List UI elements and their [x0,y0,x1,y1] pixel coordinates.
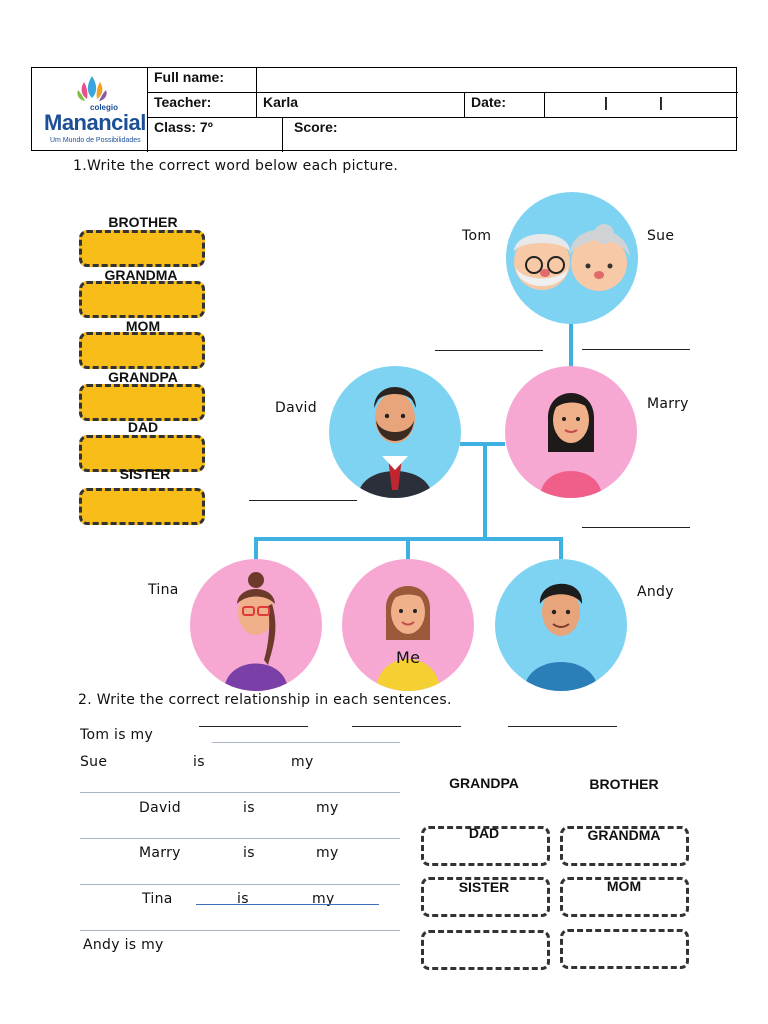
answer-blank-david[interactable] [249,500,357,501]
sentence-answer-line[interactable] [212,742,400,743]
sentence-answer-line[interactable] [80,884,400,885]
sentence-4-verb: is [243,845,255,861]
date-separator: | [659,94,663,110]
sentence-5-subject: Tina [142,891,173,907]
person-name-me: Me [396,648,421,667]
person-name-sue: Sue [647,228,675,244]
me-avatar [342,559,474,692]
sentence-answer-line[interactable] [80,930,400,931]
word-box [560,929,689,969]
word-label: MOM [125,318,161,334]
sentence-answer-line[interactable] [80,792,400,793]
word-label: BROTHER [589,776,659,792]
full-name-label: Full name: [154,69,225,85]
sentence-5-my: my [312,891,335,907]
sentence-4-subject: Marry [139,845,181,861]
sentence-3-verb: is [243,800,255,816]
sentence-3-subject: David [139,800,181,816]
teacher-label: Teacher: [154,94,212,110]
score-label: Score: [294,119,338,135]
word-label: GRANDMA [587,827,661,843]
word-label: GRANDPA [108,369,178,385]
word-label: DAD [468,825,500,841]
word-label: SISTER [458,879,510,895]
sentence-answer-line[interactable] [80,838,400,839]
logo-tagline: Um Mundo de Possibilidades [50,137,141,144]
word-label: DAD [127,419,159,435]
word-label: GRANDPA [449,775,519,791]
answer-blank-andy[interactable] [508,726,617,727]
sentence-4-my: my [316,845,339,861]
answer-blank-sue[interactable] [582,349,690,350]
person-name-tina: Tina [148,582,179,598]
sentence-2-subject: Sue [80,754,108,770]
grandparents-avatar [506,192,638,324]
answer-blank-tina[interactable] [199,726,308,727]
word-box [421,930,550,970]
sentence-3-my: my [316,800,339,816]
tina-avatar [190,559,322,692]
exercise1-instruction: 1.Write the correct word below each picture. [73,158,399,174]
date-label: Date: [471,94,507,110]
person-name-tom: Tom [462,228,492,244]
sentence-2-verb: is [193,754,205,770]
person-name-david: David [275,400,317,416]
sentence-2-my: my [291,754,314,770]
word-label: SISTER [119,466,171,482]
marry-avatar [505,366,637,498]
sentence-answer-line[interactable] [196,904,379,905]
class-label: Class: 7º [154,119,213,135]
andy-avatar [495,559,627,692]
word-label: MOM [606,878,642,894]
sentence-1: Tom is my [80,727,154,743]
person-name-andy: Andy [637,584,674,600]
person-name-marry: Marry [647,396,689,412]
exercise2-instruction: 2. Write the correct relationship in each sentences. [78,692,452,708]
logo-colegio-text: colegio [90,103,119,112]
answer-blank-marry[interactable] [582,527,690,528]
sentence-6: Andy is my [83,937,164,953]
word-label: GRANDMA [104,267,178,283]
david-avatar [329,366,461,498]
sentence-5-verb: is [237,891,249,907]
date-separator: | [604,94,608,110]
answer-blank-me[interactable] [352,726,461,727]
answer-blank-tom[interactable] [435,350,543,351]
word-label: BROTHER [108,214,178,230]
teacher-value: Karla [263,94,299,110]
logo-name-text: Manancial [44,110,146,135]
